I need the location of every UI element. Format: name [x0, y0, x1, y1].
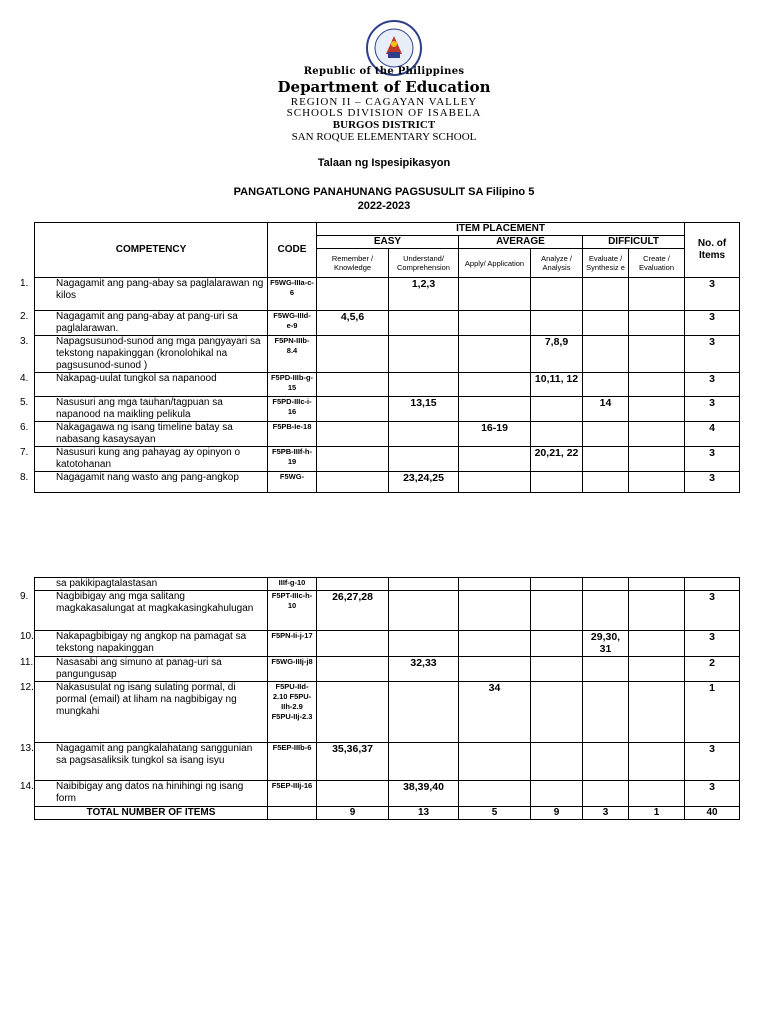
document-title: Talaan ng Ispesipikasyon: [317, 157, 451, 169]
items-cell: 3: [685, 311, 740, 336]
competency-text: Naibibigay ang datos na hinihingi ng isang form: [56, 781, 244, 804]
competency-cell: [20, 422, 268, 447]
competency-cell: [20, 591, 268, 631]
total-code: [268, 807, 317, 820]
remember-cell: [317, 631, 389, 657]
competency-number: 9.: [20, 591, 29, 602]
items-cell: 1: [685, 682, 740, 743]
create-cell: [629, 397, 685, 422]
items-cell: 3: [685, 278, 740, 311]
evaluate-cell: [583, 336, 629, 373]
competency-text: Nasusuri ang mga tauhan/tagpuan sa napanood na maikling pelikula: [56, 397, 223, 420]
remember-cell: [317, 657, 389, 682]
remember-cell: [317, 682, 389, 743]
competency-cell: [20, 336, 268, 373]
competency-text: Nasasabi ang simuno at panag-uri sa pangungusap: [56, 657, 222, 680]
understand-header: Understand/ Comprehension: [389, 249, 459, 278]
easy-header: EASY: [317, 236, 459, 249]
table-row: [35, 743, 740, 781]
understand-cell: [389, 311, 459, 336]
analyze-cell: [531, 472, 583, 493]
competency-cell: [20, 472, 268, 493]
remember-cell: [317, 373, 389, 397]
analyze-cell: 10,11, 12: [531, 373, 583, 397]
analyze-cell: [531, 397, 583, 422]
competency-number: 11.: [20, 657, 34, 668]
apply-cell: [459, 781, 531, 807]
understand-cell: [389, 422, 459, 447]
apply-cell: 16-19: [459, 422, 531, 447]
create-cell: [629, 682, 685, 743]
competency-text: Nakapagbibigay ng angkop na pamagat sa tekstong napakinggan: [56, 631, 247, 654]
remember-cell: [317, 472, 389, 493]
division-line: SCHOOLS DIVISION OF ISABELA: [286, 107, 482, 119]
items-cell: 2: [685, 657, 740, 682]
apply-cell: [459, 278, 531, 311]
items-cell: 3: [685, 631, 740, 657]
create-cell: [629, 781, 685, 807]
table-row: [35, 682, 740, 743]
table-row: [35, 311, 740, 336]
analyze-cell: [531, 311, 583, 336]
competency-cell: [20, 743, 268, 781]
analyze-cell: 20,21, 22: [531, 447, 583, 472]
apply-cell: [459, 373, 531, 397]
create-cell: [629, 657, 685, 682]
analyze-cell: [531, 682, 583, 743]
create-cell: [629, 373, 685, 397]
average-header: AVERAGE: [459, 236, 583, 249]
difficult-header: DIFFICULT: [583, 236, 685, 249]
competency-text: Nagagamit ang pang-abay at pang-uri sa paglalarawan.: [56, 311, 238, 334]
create-cell: [629, 422, 685, 447]
total-analyze: 9: [531, 807, 583, 820]
department-name: Department of Education: [277, 78, 491, 96]
code-cell: F5PB-IIIf-h-19: [268, 447, 317, 472]
table-row: [35, 447, 740, 472]
analyze-cell: [531, 781, 583, 807]
evaluate-cell: [583, 311, 629, 336]
apply-cell: [459, 336, 531, 373]
total-items: 40: [685, 807, 740, 820]
code-cell: F5EP-IIIj-16: [268, 781, 317, 807]
code-cell: IIIf-g-10: [268, 578, 317, 591]
evaluate-cell: [583, 743, 629, 781]
tos-table-page-1: [20, 222, 740, 493]
apply-cell: 34: [459, 682, 531, 743]
understand-cell: 13,15: [389, 397, 459, 422]
code-cell: F5PU-IId-2.10 F5PU-IIh-2.9 F5PU-IIj-2.3: [268, 682, 317, 743]
remember-cell: 26,27,28: [317, 591, 389, 631]
remember-header: Remember / Knowledge: [317, 249, 389, 278]
competency-number: 13.: [20, 743, 34, 754]
evaluate-cell: [583, 781, 629, 807]
apply-cell: [459, 311, 531, 336]
table-row: [35, 781, 740, 807]
competency-cell: [20, 373, 268, 397]
analyze-cell: [531, 743, 583, 781]
total-row: [35, 807, 740, 820]
competency-text: Napagsusunod-sunod ang mga pangyayari sa tekstong napakinggan (kronolohikal na pagsusunod-sunod ): [56, 336, 261, 371]
understand-cell: 32,33: [389, 657, 459, 682]
code-cell: F5EP-IIIb-6: [268, 743, 317, 781]
remember-cell: [317, 278, 389, 311]
understand-cell: [389, 631, 459, 657]
create-cell: [629, 472, 685, 493]
total-create: 1: [629, 807, 685, 820]
items-cell: 4: [685, 422, 740, 447]
evaluate-cell: 14: [583, 397, 629, 422]
code-cell: F5PD-IIIc-i-16: [268, 397, 317, 422]
competency-number: 10.: [20, 631, 34, 642]
apply-cell: [459, 578, 531, 591]
table-row: [35, 472, 740, 493]
republic-line: Republic of the Philippines: [303, 66, 465, 77]
analyze-cell: [531, 591, 583, 631]
remember-cell: 4,5,6: [317, 311, 389, 336]
remember-cell: [317, 397, 389, 422]
analyze-cell: [531, 631, 583, 657]
items-cell: 3: [685, 336, 740, 373]
apply-cell: [459, 447, 531, 472]
table-row: [35, 336, 740, 373]
exam-title: PANGATLONG PANAHUNANG PAGSUSULIT SA Filipino 5: [233, 186, 535, 198]
competency-text: Nakagagawa ng isang timeline batay sa nabasang kasaysayan: [56, 422, 233, 445]
no-items-header: No. of Items: [685, 223, 740, 278]
create-cell: [629, 743, 685, 781]
competency-cell: [35, 578, 268, 591]
apply-header: Apply/ Application: [459, 249, 531, 278]
competency-text: Nasusuri kung ang pahayag ay opinyon o katotohanan: [56, 447, 241, 470]
competency-cell: [20, 682, 268, 743]
competency-cell: [20, 278, 268, 311]
create-cell: [629, 311, 685, 336]
understand-cell: 23,24,25: [389, 472, 459, 493]
understand-cell: 38,39,40: [389, 781, 459, 807]
items-cell: 3: [685, 472, 740, 493]
competency-cell: [20, 397, 268, 422]
evaluate-header: Evaluate / Synthesiz e: [583, 249, 629, 278]
remember-cell: [317, 422, 389, 447]
competency-cell: [20, 781, 268, 807]
understand-cell: [389, 743, 459, 781]
analyze-cell: [531, 422, 583, 447]
code-cell: F5PN-IIIb-8.4: [268, 336, 317, 373]
evaluate-cell: [583, 278, 629, 311]
items-cell: 3: [685, 781, 740, 807]
competency-cell: [20, 657, 268, 682]
evaluate-cell: [583, 657, 629, 682]
code-header: CODE: [268, 223, 317, 278]
remember-cell: [317, 578, 389, 591]
create-cell: [629, 278, 685, 311]
competency-text: Nagagamit nang wasto ang pang-angkop: [56, 472, 239, 483]
items-cell: 3: [685, 373, 740, 397]
create-header: Create / Evaluation: [629, 249, 685, 278]
understand-cell: [389, 336, 459, 373]
competency-number: 7.: [20, 447, 29, 458]
understand-cell: [389, 591, 459, 631]
table-row: [35, 657, 740, 682]
remember-cell: [317, 781, 389, 807]
evaluate-cell: [583, 472, 629, 493]
competency-text: Nakasusulat ng isang sulating pormal, di pormal (email) at liham na nagbibigay ng mungkahi: [56, 682, 237, 717]
school-year: 2022-2023: [357, 200, 411, 212]
table-row: [35, 373, 740, 397]
understand-cell: [389, 373, 459, 397]
table-row: [35, 397, 740, 422]
code-cell: F5WG-IIIj-j8: [268, 657, 317, 682]
table-row: [35, 591, 740, 631]
understand-cell: [389, 682, 459, 743]
remember-cell: [317, 447, 389, 472]
code-cell: F5PN-Ii-j-17: [268, 631, 317, 657]
analyze-cell: [531, 278, 583, 311]
total-understand: 13: [389, 807, 459, 820]
total-evaluate: 3: [583, 807, 629, 820]
analyze-cell: 7,8,9: [531, 336, 583, 373]
apply-cell: [459, 472, 531, 493]
evaluate-cell: [583, 447, 629, 472]
apply-cell: [459, 591, 531, 631]
table-row: [35, 422, 740, 447]
competency-text: Nakapag-uulat tungkol sa napanood: [56, 373, 217, 384]
apply-cell: [459, 743, 531, 781]
understand-cell: [389, 578, 459, 591]
competency-cell: [20, 447, 268, 472]
create-cell: [629, 591, 685, 631]
competency-header: COMPETENCY: [35, 223, 268, 278]
competency-number: 14.: [20, 781, 34, 792]
create-cell: [629, 578, 685, 591]
total-apply: 5: [459, 807, 531, 820]
evaluate-cell: [583, 373, 629, 397]
tos-table-page-2: [20, 577, 740, 820]
analyze-header: Analyze / Analysis: [531, 249, 583, 278]
competency-number: 6.: [20, 422, 29, 433]
items-cell: 3: [685, 743, 740, 781]
competency-number: 3.: [20, 336, 29, 347]
items-cell: 3: [685, 591, 740, 631]
evaluate-cell: [583, 591, 629, 631]
code-cell: F5WG-: [268, 472, 317, 493]
evaluate-cell: 29,30, 31: [583, 631, 629, 657]
apply-cell: [459, 657, 531, 682]
region-line: REGION II – CAGAYAN VALLEY: [290, 96, 478, 108]
evaluate-cell: [583, 682, 629, 743]
competency-text: Nagbibigay ang mga salitang magkakasalungat at magkakasingkahulugan: [56, 591, 254, 614]
competency-text: Nagagamit ang pangkalahatang sanggunian sa pagsasaliksik tungkol sa isang isyu: [56, 743, 253, 766]
code-cell: F5PD-IIIb-g-15: [268, 373, 317, 397]
competency-number: 4.: [20, 373, 29, 384]
items-cell: [685, 578, 740, 591]
code-cell: F5WG-IIIa-c-6: [268, 278, 317, 311]
competency-number: 5.: [20, 397, 29, 408]
table-row: [35, 631, 740, 657]
total-remember: 9: [317, 807, 389, 820]
competency-number: 1.: [20, 278, 29, 289]
evaluate-cell: [583, 578, 629, 591]
analyze-cell: [531, 657, 583, 682]
analyze-cell: [531, 578, 583, 591]
competency-cell: [20, 311, 268, 336]
code-cell: F5WG-IIId-e-9: [268, 311, 317, 336]
apply-cell: [459, 397, 531, 422]
create-cell: [629, 336, 685, 373]
school-name: SAN ROQUE ELEMENTARY SCHOOL: [291, 131, 477, 143]
table-row: [35, 578, 740, 591]
competency-number: 12.: [20, 682, 34, 693]
competency-text: Nagagamit ang pang-abay sa paglalarawan ng kilos: [56, 278, 264, 301]
apply-cell: [459, 631, 531, 657]
items-cell: 3: [685, 397, 740, 422]
competency-number: 8.: [20, 472, 29, 483]
competency-text: sa pakikipagtalastasan: [56, 578, 158, 589]
understand-cell: [389, 447, 459, 472]
competency-cell: [20, 631, 268, 657]
create-cell: [629, 447, 685, 472]
item-placement-header: ITEM PLACEMENT: [317, 223, 685, 236]
remember-cell: 35,36,37: [317, 743, 389, 781]
district-line: BURGOS DISTRICT: [332, 119, 436, 131]
total-label: TOTAL NUMBER OF ITEMS: [35, 807, 268, 820]
code-cell: F5PB-Ie-18: [268, 422, 317, 447]
understand-cell: 1,2,3: [389, 278, 459, 311]
table-row: [35, 278, 740, 311]
items-cell: 3: [685, 447, 740, 472]
evaluate-cell: [583, 422, 629, 447]
competency-number: 2.: [20, 311, 29, 322]
create-cell: [629, 631, 685, 657]
code-cell: F5PT-IIIc-h-10: [268, 591, 317, 631]
remember-cell: [317, 336, 389, 373]
